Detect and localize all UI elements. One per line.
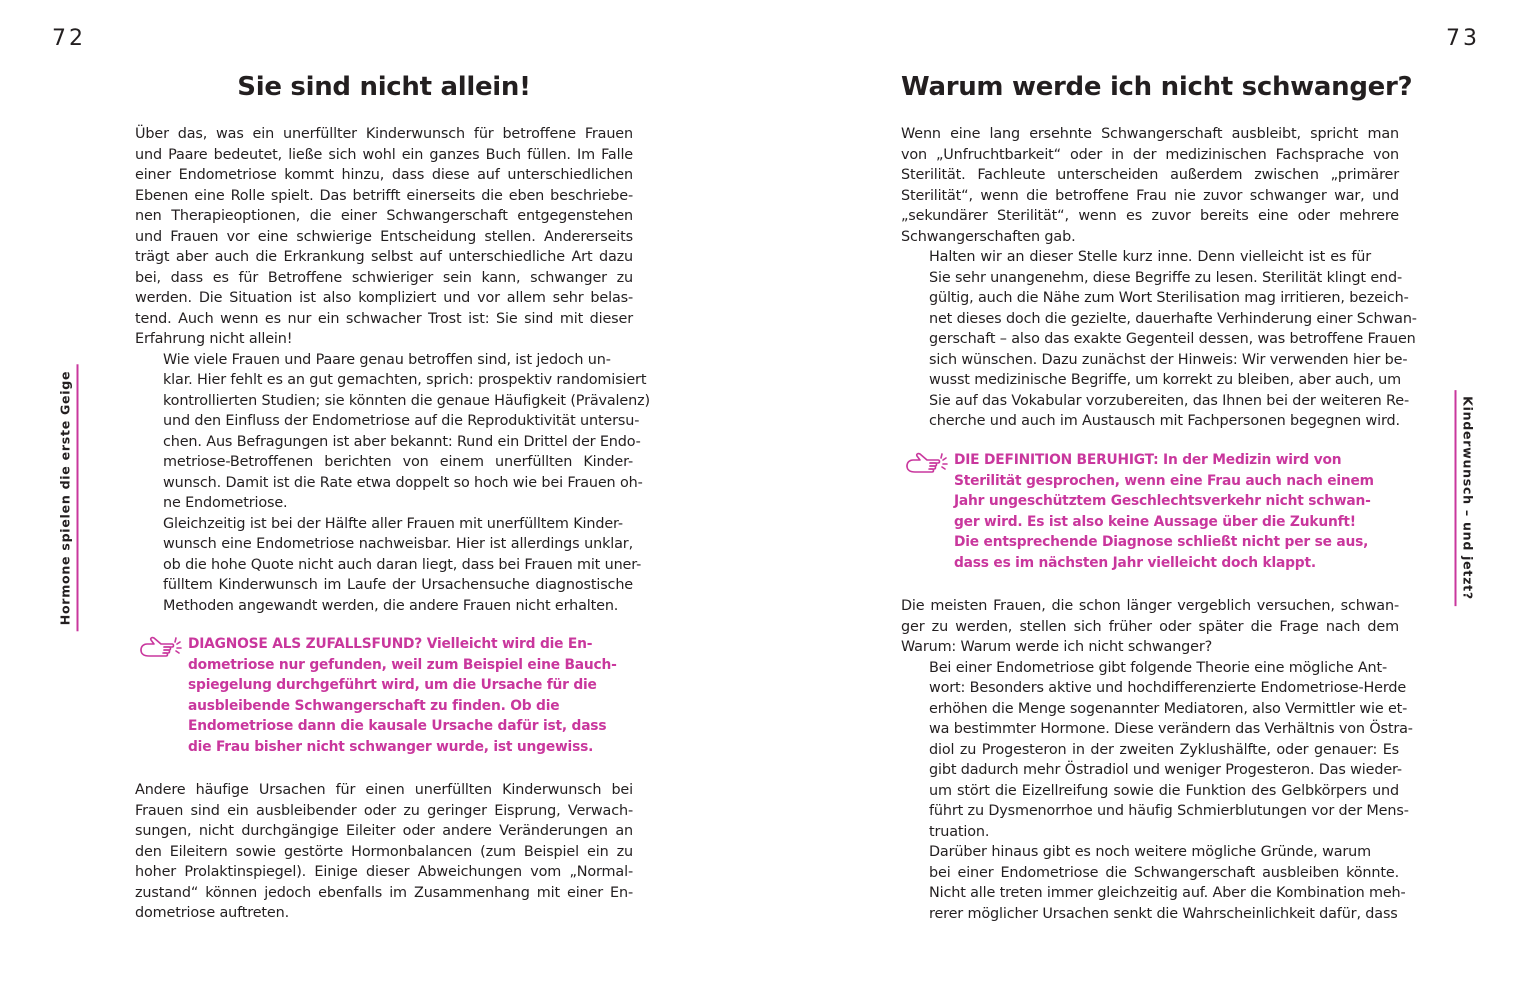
text-line: zustand“ können jedoch ebenfalls im Zusammenhang mit einer En- [135, 884, 633, 901]
pointing-hand-icon [905, 452, 949, 480]
text-line: Andere häufige Ursachen für einen unerfüllten Kinderwunsch bei [135, 782, 633, 798]
text-line: Die meisten Frauen, die schon länger vergeblich versuchen, schwan- [901, 598, 1399, 614]
body-text-top [901, 124, 1417, 432]
text-line: Methoden angewandt werden, die andere Frauen nicht erhalten. [163, 597, 619, 614]
paragraph [135, 350, 650, 514]
text-line: Sterilität“, wenn die betroffene Frau nie zuvor schwanger war, und [901, 187, 1399, 204]
body-text-bottom [135, 780, 633, 924]
text-line: bei, dass es für Betroffene schwieriger sein kann, schwanger zu [135, 269, 633, 286]
text-line: ausbleibende Schwangerschaft zu finden. Ob die [188, 697, 560, 714]
text-line: und den Einfluss der Endometriose auf die Reproduktivität untersu- [163, 413, 640, 429]
paragraph [135, 780, 633, 924]
page-number: 73 [1446, 26, 1480, 51]
text-line: erhöhen die Menge sogenannter Mediatoren, also Vermittler wie et- [929, 700, 1408, 717]
text-line: kontrollierten Studien; sie könnten die genaue Häufigkeit (Prävalenz) [163, 392, 650, 409]
text-line: Sie auf das Vokabular vorzubereiten, das Ihnen bei der weiteren Re- [929, 392, 1409, 409]
text-line: Endometriose dann die kausale Ursache dafür ist, dass [188, 718, 607, 734]
text-line: sungen, nicht durchgängige Eileiter oder andere Veränderungen an [135, 823, 633, 839]
body-text-top [135, 124, 650, 616]
text-line: DIAGNOSE ALS ZUFALLSFUND? Vielleicht wird die En- [188, 636, 593, 652]
text-line: und Frauen vor eine schwierige Entscheidung stellen. Andererseits [135, 228, 633, 245]
text-line: truation. [929, 823, 990, 840]
text-line: ger zu werden, stellen sich früher oder später die Frage nach dem [901, 618, 1399, 635]
callout-box [901, 450, 1401, 573]
text-line: wunsch. Damit ist die Rate etwa doppelt so hoch wie bei Frauen oh- [163, 474, 643, 491]
paragraph [901, 596, 1399, 658]
callout-text [954, 450, 1401, 573]
pointing-hand-icon [139, 636, 183, 664]
text-line: wa bestimmter Hormone. Diese verändern das Verhältnis von Östra- [929, 721, 1413, 737]
text-line: Sterilität. Fachleute unterscheiden außerdem zwischen „primärer [901, 167, 1399, 183]
text-line: gibt dadurch mehr Östradiol und weniger Progesteron. Das wieder- [929, 762, 1402, 778]
text-line: ne Endometriose. [163, 495, 288, 511]
text-line: gerschaft – also das exakte Gegenteil dessen, was betroffene Frauen [929, 331, 1416, 347]
text-line: Jahr ungeschütztem Geschlechtsverkehr nicht schwan- [954, 493, 1371, 509]
text-line: Nicht alle treten immer gleichzeitig auf. Aber die Kombination meh- [929, 885, 1406, 901]
text-line: dass es im nächsten Jahr vielleicht doch klappt. [954, 554, 1316, 571]
page-heading: Sie sind nicht allein! [237, 72, 531, 102]
text-line: führt zu Dysmenorrhoe und häufig Schmierblutungen vor der Mens- [929, 803, 1409, 819]
paragraph [901, 658, 1413, 843]
text-line: „sekundärer Sterilität“, wenn es zuvor bereits eine oder mehrere [901, 208, 1399, 224]
text-line: Wenn eine lang ersehnte Schwangerschaft ausbleibt, spricht man [901, 126, 1399, 142]
callout-text [188, 634, 635, 757]
body-text-bottom [901, 596, 1413, 924]
chapter-side-tab: Hormone spielen die erste Geige [58, 365, 79, 632]
text-line: einer Endometriose kommt hinzu, dass diese auf unterschiedlichen [135, 167, 633, 183]
text-line: metriose-Betroffenen berichten von einem unerfüllten Kinder- [163, 454, 633, 470]
paragraph [135, 124, 633, 350]
text-line: Ebenen eine Rolle spielt. Das betrifft einerseits die eben beschriebe- [135, 187, 633, 204]
text-line: Darüber hinaus gibt es noch weitere mögliche Gründe, warum [929, 844, 1371, 860]
text-line: dometriose nur gefunden, weil zum Beispiel eine Bauch- [188, 656, 617, 673]
text-line: gültig, auch die Nähe zum Wort Sterilisation mag irritieren, bezeich- [929, 290, 1409, 306]
text-line: um stört die Eizellreifung sowie die Funktion des Gelbkörpers und [929, 782, 1399, 799]
text-line: net dieses doch die gezielte, dauerhafte Verhinderung einer Schwan- [929, 310, 1417, 327]
paragraph [135, 514, 642, 617]
text-line: und Paare bedeutet, ließe sich wohl ein ganzes Buch füllen. Im Falle [135, 146, 633, 163]
text-line: Bei einer Endometriose gibt folgende Theorie eine mögliche Ant- [929, 659, 1388, 676]
text-line: klar. Hier fehlt es an gut gemachten, sprich: prospektiv randomisiert [163, 372, 647, 388]
text-line: Wie viele Frauen und Paare genau betroffen sind, ist jedoch un- [163, 351, 611, 368]
callout-box [135, 634, 635, 757]
text-line: diol zu Progesteron in der zweiten Zyklushälfte, oder genauer: Es [929, 741, 1399, 758]
chapter-side-tab: Kinderwunsch – und jetzt? [1455, 390, 1476, 606]
text-line: wunsch eine Endometriose nachweisbar. Hier ist allerdings unklar, [163, 536, 633, 552]
left-page [0, 0, 766, 998]
page-heading: Warum werde ich nicht schwanger? [901, 72, 1413, 102]
text-line: cherche und auch im Austausch mit Fachpersonen begegnen wird. [929, 413, 1400, 429]
right-page [766, 0, 1532, 998]
paragraph [901, 124, 1399, 247]
page-number: 72 [52, 26, 86, 51]
paragraph [901, 247, 1417, 432]
text-line: tend. Auch wenn es nur ein schwacher Trost ist: Sie sind mit dieser [135, 310, 633, 327]
text-line: ger wird. Es ist also keine Aussage über die Zukunft! [954, 513, 1356, 530]
text-line: Die entsprechende Diagnose schließt nicht per se aus, [954, 534, 1369, 550]
text-line: Über das, was ein unerfüllter Kinderwunsch für betroffene Frauen [135, 126, 633, 142]
text-line: die Frau bisher nicht schwanger wurde, ist ungewiss. [188, 738, 594, 755]
text-line: wort: Besonders aktive und hochdifferenzierte Endometriose-Herde [929, 680, 1407, 696]
text-line: Schwangerschaften gab. [901, 228, 1076, 245]
text-line: ob die hohe Quote nicht auch daran liegt, dass bei Frauen mit uner- [163, 556, 642, 573]
text-line: Halten wir an dieser Stelle kurz inne. Denn vielleicht ist es für [929, 249, 1371, 265]
text-line: Erfahrung nicht allein! [135, 331, 293, 347]
text-line: trägt aber auch die Erkrankung selbst auf unterschiedliche Art dazu [135, 249, 633, 265]
paragraph [901, 842, 1406, 924]
text-line: Sterilität gesprochen, wenn eine Frau auch nach einem [954, 472, 1374, 489]
text-line: fülltem Kinderwunsch im Laufe der Ursachensuche diagnostische [163, 577, 633, 593]
text-line: nen Therapieoptionen, die einer Schwangerschaft entgegenstehen [135, 208, 633, 224]
text-line: werden. Die Situation ist also kompliziert und vor allem sehr belas- [135, 290, 633, 306]
text-line: DIE DEFINITION BERUHIGT: In der Medizin wird von [954, 452, 1342, 468]
text-line: den Eileitern sowie gestörte Hormonbalancen (zum Beispiel ein zu [135, 843, 633, 860]
text-line: hoher Prolaktinspiegel). Einige dieser Abweichungen vom „Normal- [135, 864, 633, 880]
text-line: sich wünschen. Dazu zunächst der Hinweis: Wir verwenden hier be- [929, 351, 1408, 368]
text-line: Gleichzeitig ist bei der Hälfte aller Frauen mit unerfülltem Kinder- [163, 515, 623, 532]
text-line: chen. Aus Befragungen ist aber bekannt: Rund ein Drittel der Endo- [163, 433, 641, 450]
text-line: spiegelung durchgeführt wird, um die Ursache für die [188, 677, 597, 693]
text-line: bei einer Endometriose die Schwangerschaft ausbleiben könnte. [929, 864, 1399, 881]
text-line: dometriose auftreten. [135, 905, 289, 921]
text-line: von „Unfruchtbarkeit“ oder in der medizinischen Fachsprache von [901, 146, 1399, 163]
text-line: Sie sehr unangenehm, diese Begriffe zu lesen. Sterilität klingt end- [929, 269, 1403, 286]
text-line: wusst medizinische Begriffe, um korrekt zu bleiben, aber auch, um [929, 372, 1401, 388]
text-line: rerer möglicher Ursachen senkt die Wahrscheinlichkeit dafür, dass [929, 905, 1398, 922]
text-line: Warum: Warum werde ich nicht schwanger? [901, 639, 1213, 655]
text-line: Frauen sind ein ausbleibender oder zu geringer Eisprung, Verwach- [135, 802, 633, 819]
